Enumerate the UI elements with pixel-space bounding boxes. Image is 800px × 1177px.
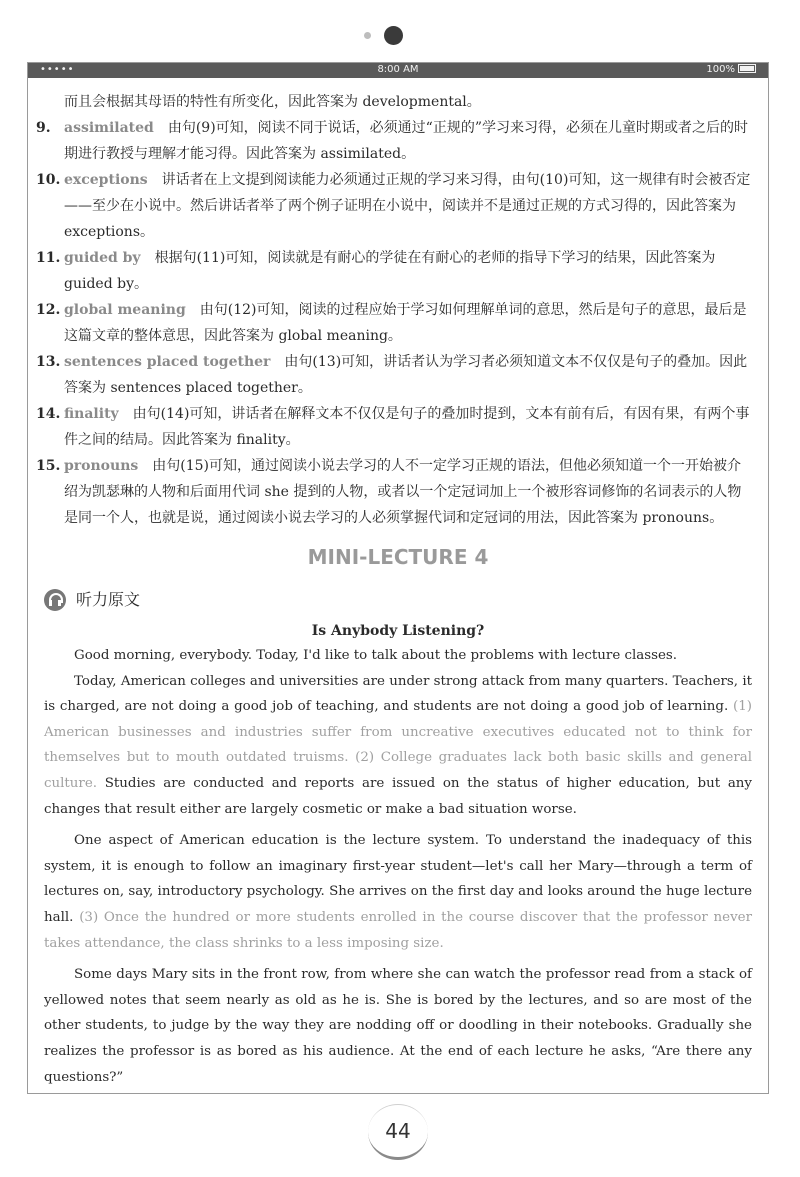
battery-percent: 100% [706, 64, 735, 75]
answer-item-11 [28, 245, 754, 297]
lecture-title: MINI-LECTURE 4 [307, 545, 489, 569]
answer-item-15 [28, 453, 754, 531]
item-number: 12. [36, 302, 61, 318]
item-number: 9. [36, 120, 51, 136]
answer-term: pronouns [64, 458, 139, 474]
answer-item-14 [28, 401, 754, 453]
paragraph-2 [44, 669, 752, 823]
device-camera [364, 26, 414, 48]
marked-sentence: (3) Once the hundred or more students enrolled in the course discover that the professor never takes attendance, the class shrinks to a less imposing size. [44, 909, 752, 951]
sensor-dot [364, 32, 371, 39]
battery-status [706, 64, 756, 75]
battery-icon [738, 64, 756, 73]
item-number: 15. [36, 458, 61, 474]
camera-lens [384, 26, 403, 45]
page-number: 44 [385, 1119, 411, 1143]
page-number-badge [368, 1104, 428, 1160]
clock: 8:00 AM [377, 64, 419, 75]
headphone-icon [44, 589, 66, 611]
answer-item-9 [28, 115, 754, 167]
answer-item-12 [28, 297, 754, 349]
answer-term: assimilated [64, 120, 154, 136]
section-label: 听力原文 [76, 590, 141, 609]
answer-term: global meaning [64, 302, 186, 318]
paragraph-text: Today, American colleges and universities are under strong attack from many quarters. Teachers, it is charged, are not doing a good job of teaching, and students are not doing a good job of learning. [44, 673, 752, 715]
answer-term: exceptions [64, 172, 148, 188]
marked-sentence: (1) American businesses and industries suffer from uncreative executives educated not to think for themselves but to mouth outdated truisms. (2) College graduates lack both basic skills and general culture. [44, 699, 752, 791]
item-number: 11. [36, 250, 61, 266]
passage-title: Is Anybody Listening? [311, 623, 485, 639]
reader-screen [27, 62, 769, 1094]
explanation: 由句(15)可知，通过阅读小说去学习的人不一定学习正规的语法，但他必须知道一个一开始被介绍为凯瑟琳的人物和后面用代词 she 提到的人物，或者以一个定冠词加上一个被形容词修饰的名词表示的人物是同一个人，也就是说，通过阅读小说去学习的人必须掌握代词和定冠词的用法，因此答案为 pronouns。 [64, 458, 742, 526]
item-number: 10. [36, 172, 61, 188]
explanation: 由句(13)可知，讲话者认为学习者必须知道文本不仅仅是句子的叠加。因此答案为 sentences placed together。 [64, 354, 748, 396]
answer-item-10 [28, 167, 754, 245]
paragraph-3 [44, 828, 752, 956]
paragraph-text: One aspect of American education is the lecture system. To understand the inadequacy of this system, it is enough to follow an imaginary first-year student—let's call her Mary—through a term of lectures on, say, introductory psychology. She arrives on the first day and looks around the huge lecture hall. [44, 833, 752, 925]
paragraph-4: Some days Mary sits in the front row, from where she can watch the professor read from a stack of yellowed notes that seem nearly as old as he is. She is bored by the lectures, and so are most of the other students, to judge by the way they are nodding off or doodling in their notebooks. Gradually she realizes the professor is as bored as his audience. At the end of each lecture he asks, “Are there any questions?” [44, 967, 752, 1085]
signal-indicator: ••••• [40, 64, 75, 75]
explanation: 讲话者在上文提到阅读能力必须通过正规的学习来习得，由句(10)可知，这一规律有时会被否定——至少在小说中。然后讲话者举了两个例子证明在小说中，阅读并不是通过正规的方式习得的，因此答案为 exceptions。 [64, 172, 751, 240]
explanation: 由句(9)可知，阅读不同于说话，必须通过“正规的”学习来习得，必须在儿童时期或者之后的时期进行教授与理解才能习得。因此答案为 assimilated。 [64, 120, 748, 162]
item-number: 13. [36, 354, 61, 370]
answer-term: sentences placed together [64, 354, 271, 370]
page-content [28, 89, 768, 1090]
status-bar [28, 63, 768, 78]
continuation-line: 而且会根据其母语的特性有所变化，因此答案为 developmental。 [64, 94, 481, 110]
answer-item-13 [28, 349, 754, 401]
paragraph-1: Good morning, everybody. Today, I'd like to talk about the problems with lecture classes. [74, 648, 678, 663]
explanation: 根据句(11)可知，阅读就是有耐心的学徒在有耐心的老师的指导下学习的结果，因此答案为 guided by。 [64, 250, 716, 292]
paragraph-text: Studies are conducted and reports are issued on the status of higher education, but any changes that result either are largely cosmetic or make a bad situation worse. [44, 775, 752, 817]
explanation: 由句(14)可知，讲话者在解释文本不仅仅是句子的叠加时提到，文本有前有后，有因有果，有两个事件之间的结局。因此答案为 finality。 [64, 406, 750, 448]
answer-term: finality [64, 406, 119, 422]
explanation: 由句(12)可知，阅读的过程应始于学习如何理解单词的意思，然后是句子的意思，最后是这篇文章的整体意思，因此答案为 global meaning。 [64, 302, 747, 344]
answer-term: guided by [64, 250, 141, 266]
item-number: 14. [36, 406, 61, 422]
section-header [28, 585, 768, 613]
